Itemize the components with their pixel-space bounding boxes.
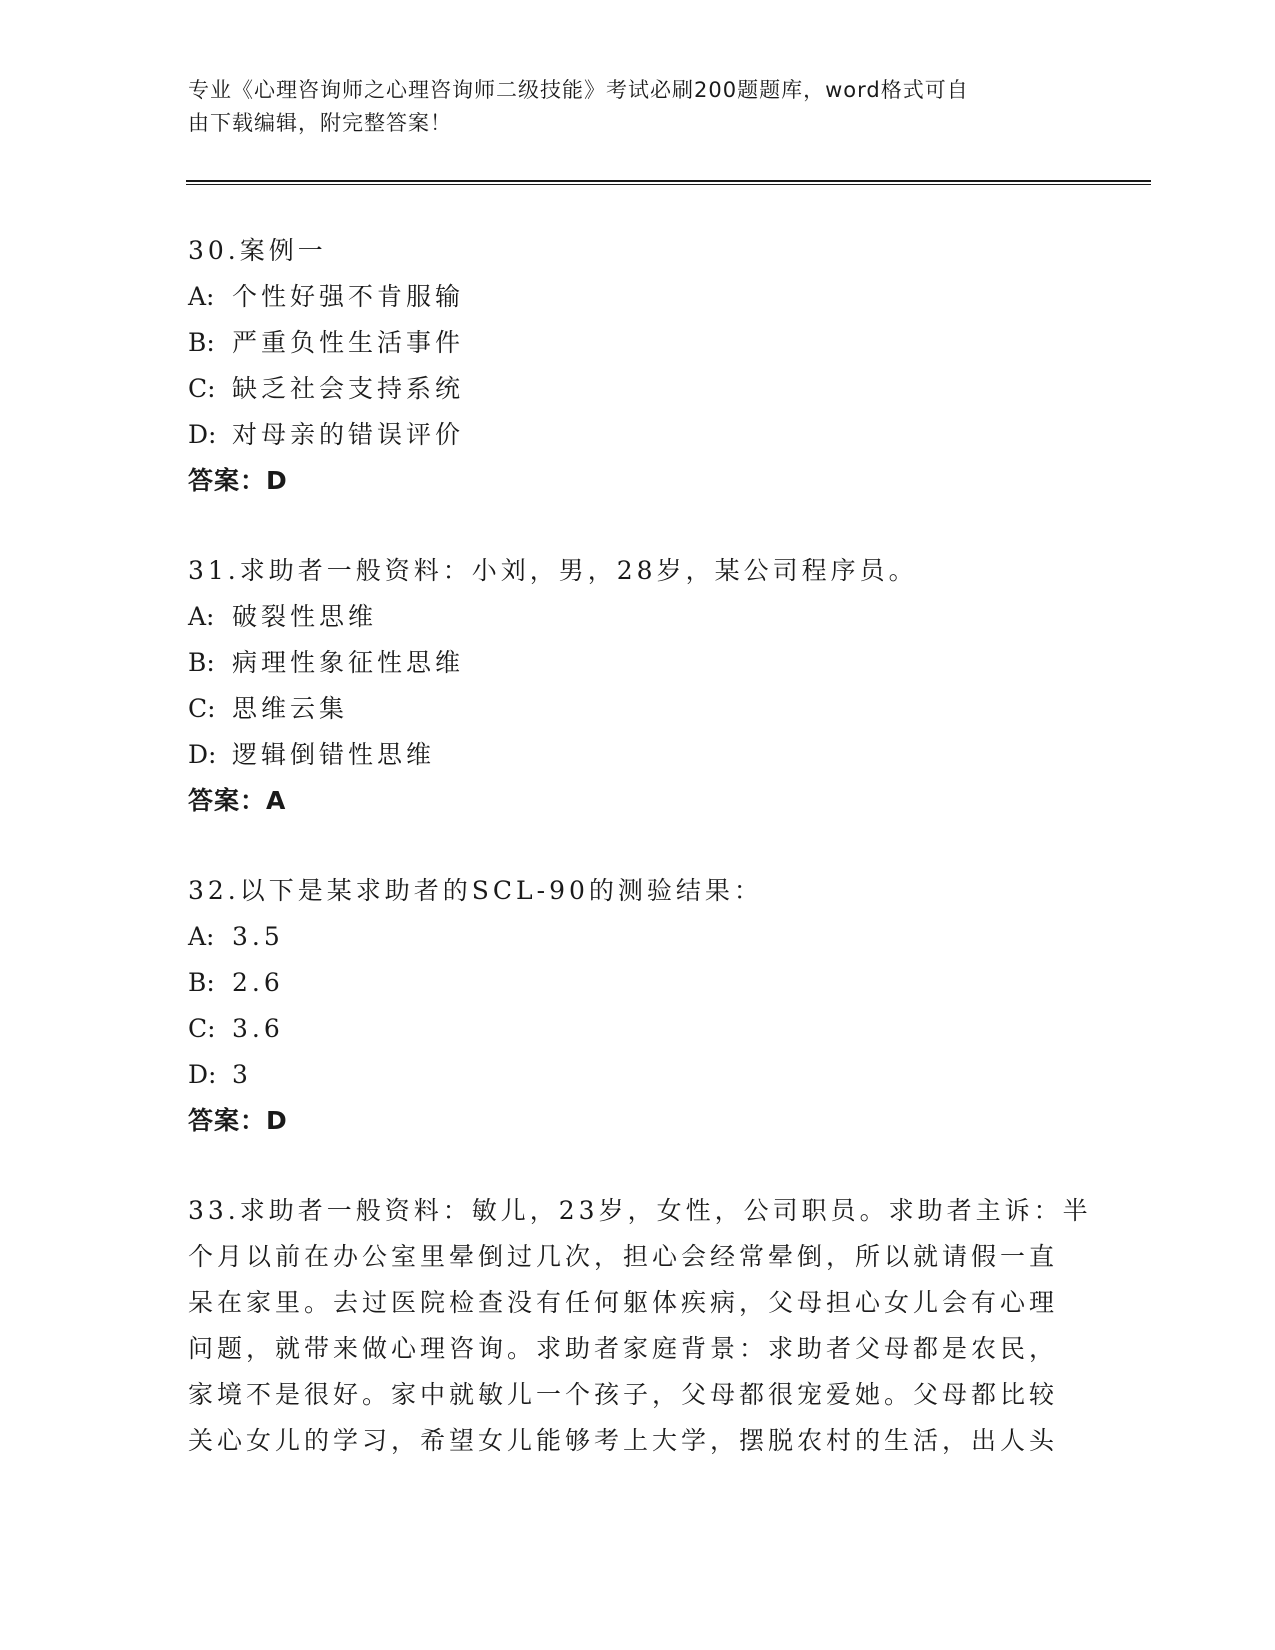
option-text: 2.6 <box>232 968 284 997</box>
option-text: 对母亲的错误评价 <box>232 420 465 449</box>
question-stem: 30.案例一 <box>188 236 327 265</box>
question-31 <box>188 548 1088 824</box>
option-a <box>188 594 1088 640</box>
option-d <box>188 1052 1088 1098</box>
answer-label: 答案：D <box>188 466 288 495</box>
question-33 <box>188 1188 1092 1464</box>
question-stem-line: 家境不是很好。家中就敏儿一个孩子，父母都很宠爱她。父母都比较 <box>188 1380 1059 1409</box>
option-text: 逻辑倒错性思维 <box>232 740 436 769</box>
option-d <box>188 412 1088 458</box>
option-c <box>188 1006 1088 1052</box>
question-30 <box>188 228 1088 504</box>
option-text: 3.6 <box>232 1014 284 1043</box>
option-text: 思维云集 <box>232 694 349 723</box>
option-c <box>188 366 1088 412</box>
question-stem-line: 个月以前在办公室里晕倒过几次，担心会经常晕倒，所以就请假一直 <box>188 1242 1059 1271</box>
option-text: 个性好强不肯服输 <box>232 282 465 311</box>
question-stem-line: 呆在家里。去过医院检查没有任何躯体疾病，父母担心女儿会有心理 <box>188 1288 1059 1317</box>
option-b <box>188 960 1088 1006</box>
option-key: A: <box>188 602 215 631</box>
question-stem-line: 33.求助者一般资料：敏儿，23岁，女性，公司职员。求助者主诉：半 <box>188 1196 1092 1225</box>
option-key: B: <box>188 648 215 677</box>
option-key: A: <box>188 922 215 951</box>
header-line-2: 由下载编辑，附完整答案！ <box>188 111 452 135</box>
option-text: 缺乏社会支持系统 <box>232 374 465 403</box>
option-text: 严重负性生活事件 <box>232 328 465 357</box>
option-key: D: <box>188 740 217 769</box>
option-c <box>188 686 1088 732</box>
option-text: 3.5 <box>232 922 284 951</box>
header-line-1: 专业《心理咨询师之心理咨询师二级技能》考试必刷200题题库，word格式可自 <box>188 78 969 102</box>
option-b <box>188 320 1088 366</box>
option-a <box>188 274 1088 320</box>
option-a <box>188 914 1088 960</box>
question-stem: 31.求助者一般资料：小刘，男，28岁，某公司程序员。 <box>188 556 918 585</box>
option-key: D: <box>188 420 217 449</box>
option-key: C: <box>188 374 216 403</box>
question-stem-line: 问题，就带来做心理咨询。求助者家庭背景：求助者父母都是农民， <box>188 1334 1059 1363</box>
header-divider-top <box>186 180 1151 182</box>
option-text: 3 <box>232 1060 252 1089</box>
question-32 <box>188 868 1088 1144</box>
option-key: C: <box>188 694 216 723</box>
option-key: D: <box>188 1060 217 1089</box>
question-stem-line: 关心女儿的学习，希望女儿能够考上大学，摆脱农村的生活，出人头 <box>188 1426 1059 1455</box>
header-divider-bottom <box>186 184 1151 185</box>
option-key: A: <box>188 282 215 311</box>
option-text: 病理性象征性思维 <box>232 648 465 677</box>
option-key: C: <box>188 1014 216 1043</box>
option-key: B: <box>188 328 215 357</box>
option-d <box>188 732 1088 778</box>
option-text: 破裂性思维 <box>232 602 378 631</box>
option-b <box>188 640 1088 686</box>
answer-label: 答案：A <box>188 786 287 815</box>
option-key: B: <box>188 968 215 997</box>
answer-label: 答案：D <box>188 1106 288 1135</box>
question-stem: 32.以下是某求助者的SCL-90的测验结果： <box>188 876 763 905</box>
document-header <box>188 74 1068 140</box>
